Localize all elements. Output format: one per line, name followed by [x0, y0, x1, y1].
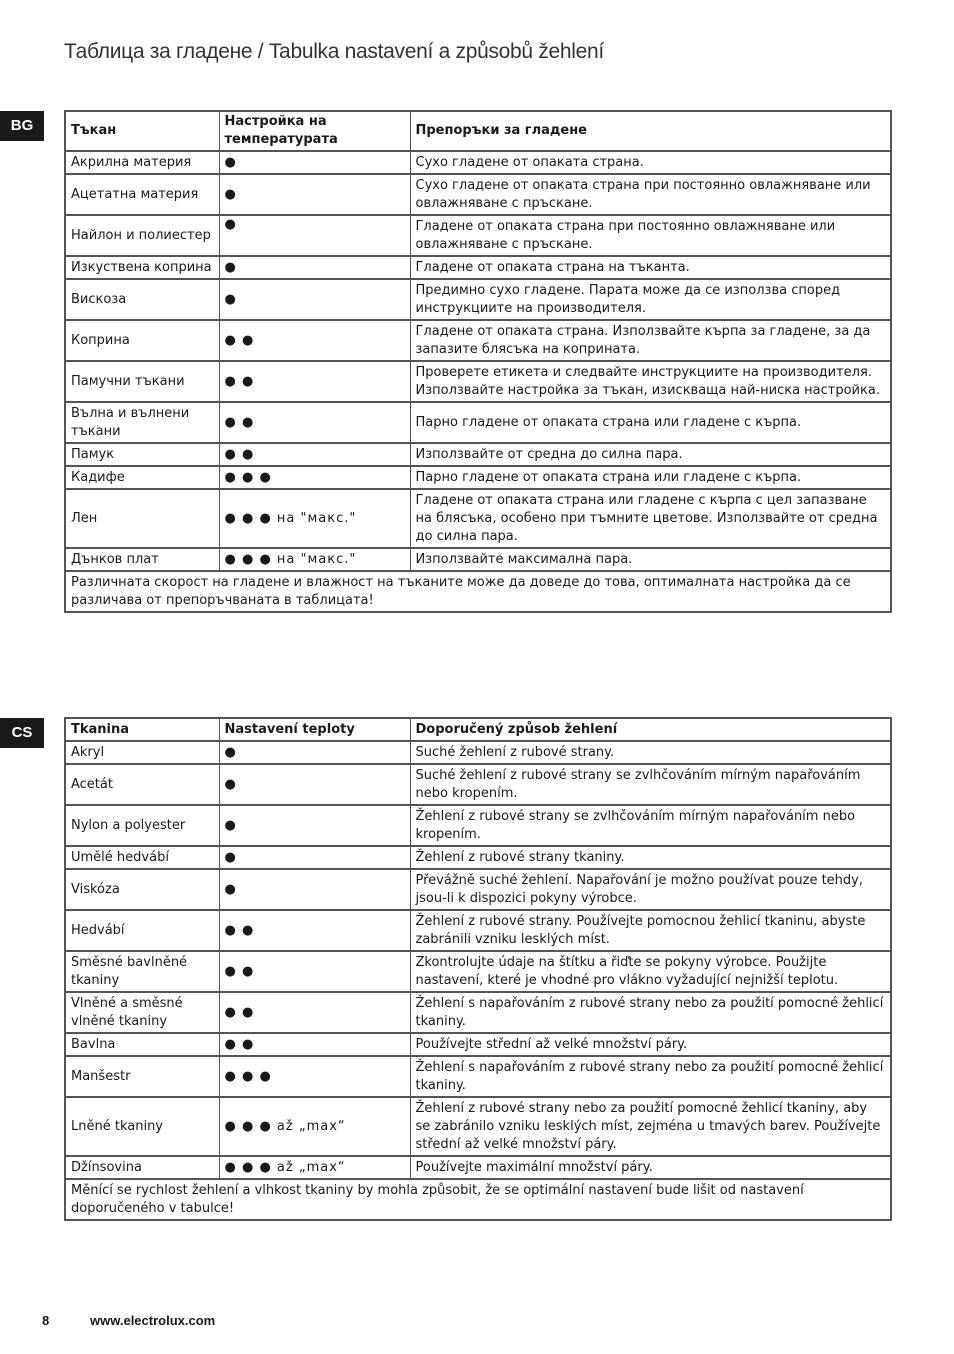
table-row [65, 279, 891, 320]
recommendation-cell: Гладене от опаката страна или гладене с кърпа с цел запазване на блясъка, особено при тъмните цветове. Използвайте от средна до силна пара. [410, 489, 891, 548]
footer-url: www.electrolux.com [90, 1313, 216, 1328]
table-note-row [65, 1179, 891, 1220]
table-row [65, 361, 891, 402]
ironing-table-cs [64, 717, 892, 1221]
temperature-cell: ● [219, 764, 410, 805]
table-row [65, 151, 891, 174]
recommendation-cell: Žehlení s napařováním z rubové strany nebo za použití pomocné žehlicí tkaniny. [410, 1056, 891, 1097]
table-note: Различната скорост на гладене и влажност на тъканите може да доведе до това, оптималната настройка да се различава от препоръчваната в таблицата! [65, 571, 891, 612]
table-row [65, 764, 891, 805]
fabric-cell: Памучни тъкани [65, 361, 219, 402]
recommendation-cell: Гладене от опаката страна. Използвайте кърпа за гладене, за да запазите блясъка на коприната. [410, 320, 891, 361]
temperature-cell: ● [219, 805, 410, 846]
fabric-cell: Směsné bavlněné tkaniny [65, 951, 219, 992]
recommendation-cell: Převážně suché žehlení. Napařování je možno používat pouze tehdy, jsou-li k dispozici pokyny výrobce. [410, 869, 891, 910]
temperature-cell: ● [219, 869, 410, 910]
fabric-cell: Найлон и полиестер [65, 215, 219, 256]
fabric-cell: Manšestr [65, 1056, 219, 1097]
temperature-cell: ● ● ● až „max“ [219, 1097, 410, 1156]
fabric-cell: Lněné tkaniny [65, 1097, 219, 1156]
temperature-cell: ● ● [219, 1033, 410, 1056]
temperature-cell: ● ● [219, 910, 410, 951]
recommendation-cell: Žehlení s napařováním z rubové strany nebo za použití pomocné žehlicí tkaniny. [410, 992, 891, 1033]
temperature-cell: ● [219, 846, 410, 869]
table-row [65, 489, 891, 548]
table-row [65, 869, 891, 910]
recommendation-cell: Suché žehlení z rubové strany. [410, 741, 891, 764]
fabric-cell: Изкуствена коприна [65, 256, 219, 279]
recommendation-cell: Suché žehlení z rubové strany se zvlhčováním mírným napařováním nebo kropením. [410, 764, 891, 805]
header-fabric: Тъкан [65, 111, 219, 151]
table-row [65, 910, 891, 951]
table-row [65, 466, 891, 489]
fabric-cell: Коприна [65, 320, 219, 361]
recommendation-cell: Žehlení z rubové strany tkaniny. [410, 846, 891, 869]
temperature-cell: ● [219, 741, 410, 764]
language-tab-bg: BG [0, 111, 44, 141]
recommendation-cell: Používejte střední až velké množství páry. [410, 1033, 891, 1056]
table-row [65, 992, 891, 1033]
temperature-cell: ● ● [219, 320, 410, 361]
recommendation-cell: Проверете етикета и следвайте инструкциите на производителя. Използвайте настройка за тъкан, изискваща най-ниска настройка. [410, 361, 891, 402]
recommendation-cell: Парно гладене от опаката страна или гладене с кърпа. [410, 402, 891, 443]
temperature-cell: ● ● [219, 402, 410, 443]
table-row [65, 402, 891, 443]
table-row [65, 215, 891, 256]
fabric-cell: Вълна и вълнени тъкани [65, 402, 219, 443]
fabric-cell: Акрилна материя [65, 151, 219, 174]
fabric-cell: Bavlna [65, 1033, 219, 1056]
temperature-cell: ● [219, 151, 410, 174]
temperature-cell: ● ● [219, 443, 410, 466]
temperature-cell: ● ● [219, 951, 410, 992]
header-temperature: Nastavení teploty [219, 718, 410, 741]
table-row [65, 741, 891, 764]
temperature-cell: ● ● ● на "макс." [219, 548, 410, 571]
fabric-cell: Umělé hedvábí [65, 846, 219, 869]
temperature-cell: ● ● ● [219, 466, 410, 489]
table-row [65, 548, 891, 571]
temperature-cell: ● ● ● на "макс." [219, 489, 410, 548]
temperature-cell: ● [219, 279, 410, 320]
table-row [65, 320, 891, 361]
fabric-cell: Вискоза [65, 279, 219, 320]
table-row [65, 1097, 891, 1156]
recommendation-cell: Използвайте от средна до силна пара. [410, 443, 891, 466]
recommendation-cell: Zkontrolujte údaje na štítku a řiďte se pokyny výrobce. Použijte nastavení, které je vhodné pro vlákno vyžadující nejnižší teplotu. [410, 951, 891, 992]
temperature-cell: ● ● ● [219, 1056, 410, 1097]
header-temperature: Настройка на температурата [219, 111, 410, 151]
recommendation-cell: Žehlení z rubové strany se zvlhčováním mírným napařováním nebo kropením. [410, 805, 891, 846]
ironing-table-bg [64, 110, 892, 613]
table-row [65, 1033, 891, 1056]
table-row [65, 256, 891, 279]
header-recommendation: Препоръки за гладене [410, 111, 891, 151]
recommendation-cell: Използвайте максимална пара. [410, 548, 891, 571]
temperature-cell: ● [219, 256, 410, 279]
header-fabric: Tkanina [65, 718, 219, 741]
table-row [65, 1056, 891, 1097]
language-tab-cs: CS [0, 718, 44, 748]
recommendation-cell: Сухо гладене от опаката страна. [410, 151, 891, 174]
table-row [65, 443, 891, 466]
recommendation-cell: Používejte maximální množství páry. [410, 1156, 891, 1179]
recommendation-cell: Žehlení z rubové strany. Používejte pomocnou žehlicí tkaninu, abyste zabránili vzniku lesklých míst. [410, 910, 891, 951]
fabric-cell: Ацетатна материя [65, 174, 219, 215]
recommendation-cell: Гладене от опаката страна при постоянно овлажняване или овлажняване с пръскане. [410, 215, 891, 256]
fabric-cell: Кадифе [65, 466, 219, 489]
fabric-cell: Džínsovina [65, 1156, 219, 1179]
recommendation-cell: Сухо гладене от опаката страна при постоянно овлажняване или овлажняване с пръскане. [410, 174, 891, 215]
recommendation-cell: Предимно сухо гладене. Парата може да се използва според инструкциите на производителя. [410, 279, 891, 320]
table-note-row [65, 571, 891, 612]
fabric-cell: Лен [65, 489, 219, 548]
table-note: Měnící se rychlost žehlení a vlhkost tkaniny by mohla způsobit, že se optimální nastavení bude lišit od nastavení doporučeného v tabulce! [65, 1179, 891, 1220]
recommendation-cell: Парно гладене от опаката страна или гладене с кърпа. [410, 466, 891, 489]
temperature-cell: ● [219, 174, 410, 215]
fabric-cell: Vlněné a směsné vlněné tkaniny [65, 992, 219, 1033]
fabric-cell: Hedvábí [65, 910, 219, 951]
fabric-cell: Viskóza [65, 869, 219, 910]
page-number: 8 [42, 1313, 50, 1328]
temperature-cell: ● ● ● až „max“ [219, 1156, 410, 1179]
page-title: Таблица за гладене / Tabulka nastavení a způsobů žehlení [64, 40, 604, 63]
header-recommendation: Doporučený způsob žehlení [410, 718, 891, 741]
table-row [65, 174, 891, 215]
fabric-cell: Acetát [65, 764, 219, 805]
temperature-cell: ● [219, 215, 410, 256]
recommendation-cell: Гладене от опаката страна на тъканта. [410, 256, 891, 279]
table-row [65, 805, 891, 846]
temperature-cell: ● ● [219, 361, 410, 402]
fabric-cell: Nylon a polyester [65, 805, 219, 846]
recommendation-cell: Žehlení z rubové strany nebo za použití pomocné žehlicí tkaniny, aby se zabránilo vzniku lesklých míst, zejména u tmavých barev. Používejte střední až velké množství páry. [410, 1097, 891, 1156]
table-row [65, 846, 891, 869]
table-row [65, 1156, 891, 1179]
temperature-cell: ● ● [219, 992, 410, 1033]
fabric-cell: Памук [65, 443, 219, 466]
fabric-cell: Дънков плат [65, 548, 219, 571]
table-row [65, 951, 891, 992]
fabric-cell: Akryl [65, 741, 219, 764]
